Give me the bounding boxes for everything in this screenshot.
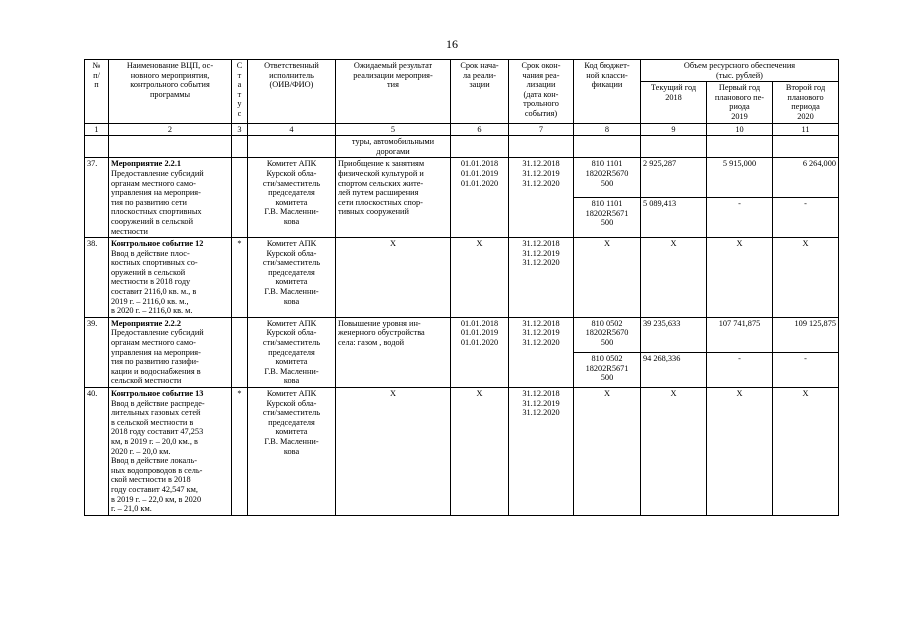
row-budget-code: 810 1101 18202R5671 500 — [574, 198, 641, 238]
column-number: 3 — [232, 123, 248, 136]
row-plan-year-1: Х — [707, 238, 773, 318]
continuation-text: туры, автомобильными дорогами — [336, 136, 451, 158]
row-name: Контрольное событие 13 Ввод в действие распреде- лительных газовых сетей в сельской местности в 2018 году составит 47,253 км, в 2019 г. – 20,0 км., в 2020 г. – 20,0 км. Ввод в действие локаль- ных водопроводов в сель- ской местности в 2018 году составит 42,547 км, в 2019 г. – 22,0 км, в 2020 г. – 21,0 км. — [109, 388, 232, 516]
row-current-year: Х — [641, 238, 707, 318]
header-volume: Объем ресурсного обеспечения (тыс. рублей) — [641, 60, 839, 82]
header-responsible: Ответственный исполнитель (ОИВ/ФИО) — [248, 60, 336, 124]
continuation-row — [85, 136, 839, 158]
row-plan-year-1: 5 915,000 — [707, 158, 773, 198]
row-responsible: Комитет АПК Курской обла- сти/заместитель председателя комитета Г.В. Масленни- кова — [248, 238, 336, 318]
row-current-year: 2 925,287 — [641, 158, 707, 198]
row-plan-year-1: 107 741,875 — [707, 317, 773, 352]
page-number: 16 — [446, 37, 458, 51]
row-end: 31.12.2018 31.12.2019 31.12.2020 — [509, 317, 574, 387]
table-row — [85, 158, 839, 198]
row-end: 31.12.2018 31.12.2019 31.12.2020 — [509, 238, 574, 318]
row-status: * — [232, 388, 248, 516]
column-number: 7 — [509, 123, 574, 136]
row-plan-year-2: Х — [773, 388, 839, 516]
row-plan-year-1: Х — [707, 388, 773, 516]
row-name: Мероприятие 2.2.2 Предоставление субсидий органам местного само- управления на мероприя- тия по развитию газифи- кации и водоснабжения в сельской местности — [109, 317, 232, 387]
header-start: Срок нача- ла реали- зации — [451, 60, 509, 124]
column-number: 8 — [574, 123, 641, 136]
column-number: 10 — [707, 123, 773, 136]
row-budget-code: Х — [574, 238, 641, 318]
row-name: Мероприятие 2.2.1 Предоставление субсидий органам местного само- управления на мероприя- тия по развитию сети плоскостных спортивных сооружений в сельской местности — [109, 158, 232, 238]
column-number: 1 — [85, 123, 109, 136]
row-status: * — [232, 238, 248, 318]
row-responsible: Комитет АПК Курской обла- сти/заместитель председателя комитета Г.В. Масленни- кова — [248, 158, 336, 238]
row-name: Контрольное событие 12 Ввод в действие плос- костных спортивных со- оружений в сельской местности в 2018 году составит 2116,0 кв. м., в 2019 г. – 2116,0 кв. м., в 2020 г. – 2116,0 кв. м. — [109, 238, 232, 318]
row-result: Х — [336, 388, 451, 516]
row-current-year: 5 089,413 — [641, 198, 707, 238]
row-start: 01.01.2018 01.01.2019 01.01.2020 — [451, 158, 509, 238]
row-result: Х — [336, 238, 451, 318]
column-numbers-row — [85, 123, 839, 136]
header-plan-year-1: Первый год планового пе- риода 2019 — [707, 82, 773, 123]
row-end: 31.12.2018 31.12.2019 31.12.2020 — [509, 388, 574, 516]
table-row — [85, 238, 839, 318]
row-budget-code: 810 1101 18202R5670 500 — [574, 158, 641, 198]
row-start: Х — [451, 388, 509, 516]
resource-table — [84, 59, 839, 516]
column-number: 2 — [109, 123, 232, 136]
table-row — [85, 317, 839, 352]
row-title: Мероприятие 2.2.2 — [111, 318, 182, 328]
row-budget-code: 810 0502 18202R5670 500 — [574, 317, 641, 352]
row-result: Приобщение к занятиям физической культурой и спортом сельских жите- лей путем расширения сети плоскостных спор- тивных сооружений — [336, 158, 451, 238]
header-plan-year-2: Второй год планового периода 2020 — [773, 82, 839, 123]
row-plan-year-1: - — [707, 198, 773, 238]
column-number: 9 — [641, 123, 707, 136]
row-title: Мероприятие 2.2.1 — [111, 159, 182, 169]
row-number: 38. — [85, 238, 109, 318]
row-end: 31.12.2018 31.12.2019 31.12.2020 — [509, 158, 574, 238]
row-status — [232, 158, 248, 238]
row-current-year: 94 268,336 — [641, 352, 707, 387]
row-number: 40. — [85, 388, 109, 516]
header-current-year: Текущий год 2018 — [641, 82, 707, 123]
row-responsible: Комитет АПК Курской обла- сти/заместитель председателя комитета Г.В. Масленни- кова — [248, 317, 336, 387]
row-plan-year-2: 109 125,875 — [773, 317, 839, 352]
table-row — [85, 388, 839, 516]
header-result: Ожидаемый результат реализации мероприя- тия — [336, 60, 451, 124]
row-budget-code: 810 0502 18202R5671 500 — [574, 352, 641, 387]
row-plan-year-2: - — [773, 352, 839, 387]
row-start: Х — [451, 238, 509, 318]
row-start: 01.01.2018 01.01.2019 01.01.2020 — [451, 317, 509, 387]
header-budget-code: Код бюджет- ной класси- фикации — [574, 60, 641, 124]
row-number: 37. — [85, 158, 109, 238]
column-number: 4 — [248, 123, 336, 136]
column-number: 5 — [336, 123, 451, 136]
row-budget-code: Х — [574, 388, 641, 516]
row-status — [232, 317, 248, 387]
row-title: Контрольное событие 13 — [111, 389, 204, 398]
column-number: 6 — [451, 123, 509, 136]
header-row — [85, 60, 839, 82]
row-plan-year-2: Х — [773, 238, 839, 318]
column-number: 11 — [773, 123, 839, 136]
header-status: С т а т у с — [232, 60, 248, 124]
header-end: Срок окон- чания реа- лизации (дата кон- трольного события) — [509, 60, 574, 124]
header-name: Наименование ВЦП, ос- новного мероприятия, контрольного события программы — [109, 60, 232, 124]
row-current-year: Х — [641, 388, 707, 516]
row-title: Контрольное событие 12 — [111, 239, 204, 249]
row-responsible: Комитет АПК Курской обла- сти/заместитель председателя комитета Г.В. Масленни- кова — [248, 388, 336, 516]
row-number: 39. — [85, 317, 109, 387]
header-num: № п/ п — [85, 60, 109, 124]
row-plan-year-1: - — [707, 352, 773, 387]
row-plan-year-2: - — [773, 198, 839, 238]
row-current-year: 39 235,633 — [641, 317, 707, 352]
row-result: Повышение уровня ин- женерного обустройства села: газом , водой — [336, 317, 451, 387]
row-plan-year-2: 6 264,000 — [773, 158, 839, 198]
